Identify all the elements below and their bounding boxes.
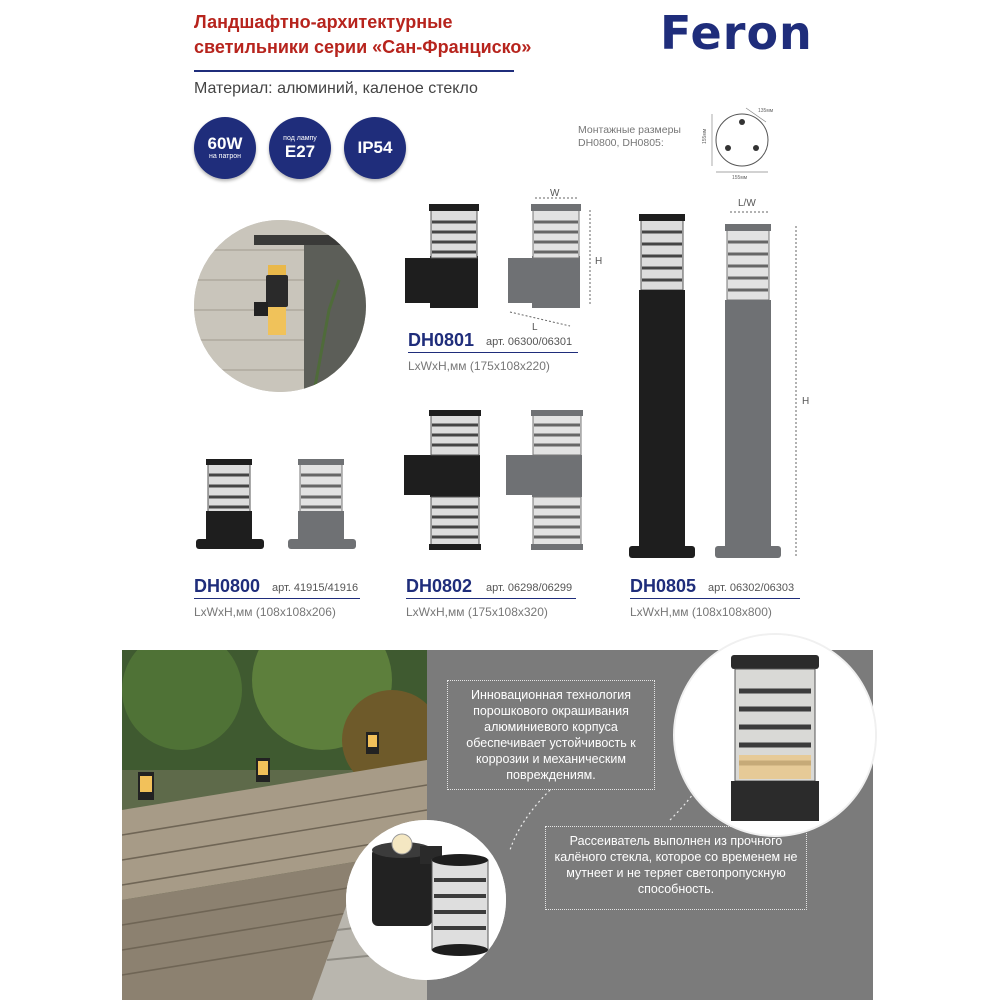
coating-feature: Инновационная технология порошкового окрашивания алюминиевого корпуса обеспечивает устойчивость к коррозии и механическим повреждениям. <box>447 680 655 790</box>
ip-value: IP54 <box>357 138 393 157</box>
title-line-1: Ландшафтно-архитектурные <box>194 12 453 32</box>
dh0805-model: DH0805 <box>630 576 697 596</box>
dim-l-label: L <box>532 322 538 333</box>
mount-hole <box>753 145 759 151</box>
connector-lines <box>500 780 720 860</box>
mount-dim-c: 135мм <box>758 108 774 114</box>
dh0802-art: арт. 06298/06299 <box>486 582 573 594</box>
mounting-line-2: DH0800, DH0805: <box>578 137 664 149</box>
lifestyle-photo <box>194 220 366 392</box>
dh0801-underline <box>408 352 578 353</box>
glass-feature: Рассеиватель выполнен из прочного калёного стекла, которое со временем не мутнеет и не теряет светопропускную способность. <box>545 826 807 910</box>
page-title <box>194 10 614 60</box>
header-divider <box>194 70 514 72</box>
power-caption: на патрон <box>208 153 242 160</box>
dh0802-drawing <box>400 405 600 560</box>
lamp-closeup-photo <box>675 635 875 835</box>
dh0801-dims: LxWxH,мм (175x108x220) <box>408 359 550 373</box>
socket-value: E27 <box>284 142 316 161</box>
brand-logo: Feron <box>660 6 813 60</box>
mounting-diagram <box>700 100 780 180</box>
title-line-2: светильники серии «Сан-Франциско» <box>194 37 532 57</box>
socket-caption: под лампу <box>283 135 317 142</box>
material-text: Материал: алюминий, каленое стекло <box>194 80 478 97</box>
dh0805-dims: LxWxH,мм (108x108x800) <box>630 605 772 619</box>
dh0802-dims: LxWxH,мм (175x108x320) <box>406 605 548 619</box>
mount-hole <box>725 145 731 151</box>
dh0800-art: арт. 41915/41916 <box>272 582 359 594</box>
mount-dim-a: 155мм <box>702 128 708 144</box>
dim-w-label: W <box>550 188 560 199</box>
ip-badge <box>344 117 406 179</box>
dh0802-model: DH0802 <box>406 576 473 596</box>
dh0805-drawing <box>620 190 820 565</box>
socket-badge <box>269 117 331 179</box>
dh0801-art: арт. 06300/06301 <box>486 336 573 348</box>
mount-hole <box>739 119 745 125</box>
dim-h2-label: H <box>802 396 810 407</box>
dh0800-underline <box>194 598 360 599</box>
mounting-caption <box>578 124 681 150</box>
dh0805-art: арт. 06302/06303 <box>708 582 795 594</box>
dim-h-label: H <box>595 256 603 267</box>
dim-lw-label: L/W <box>738 198 756 209</box>
power-value: 60W <box>207 134 243 153</box>
dh0801-drawing <box>400 188 610 338</box>
dh0805-underline <box>630 598 800 599</box>
mounting-line-1: Монтажные размеры <box>578 124 681 136</box>
dh0801-model: DH0801 <box>408 330 475 350</box>
dh0800-dims: LxWxH,мм (108x108x206) <box>194 605 336 619</box>
dh0802-underline <box>406 598 576 599</box>
lamp-parts-photo <box>346 820 506 980</box>
power-badge <box>194 117 256 179</box>
dh0800-drawing <box>190 455 380 560</box>
dh0800-model: DH0800 <box>194 576 261 596</box>
mount-dim-b: 155мм <box>732 175 748 180</box>
